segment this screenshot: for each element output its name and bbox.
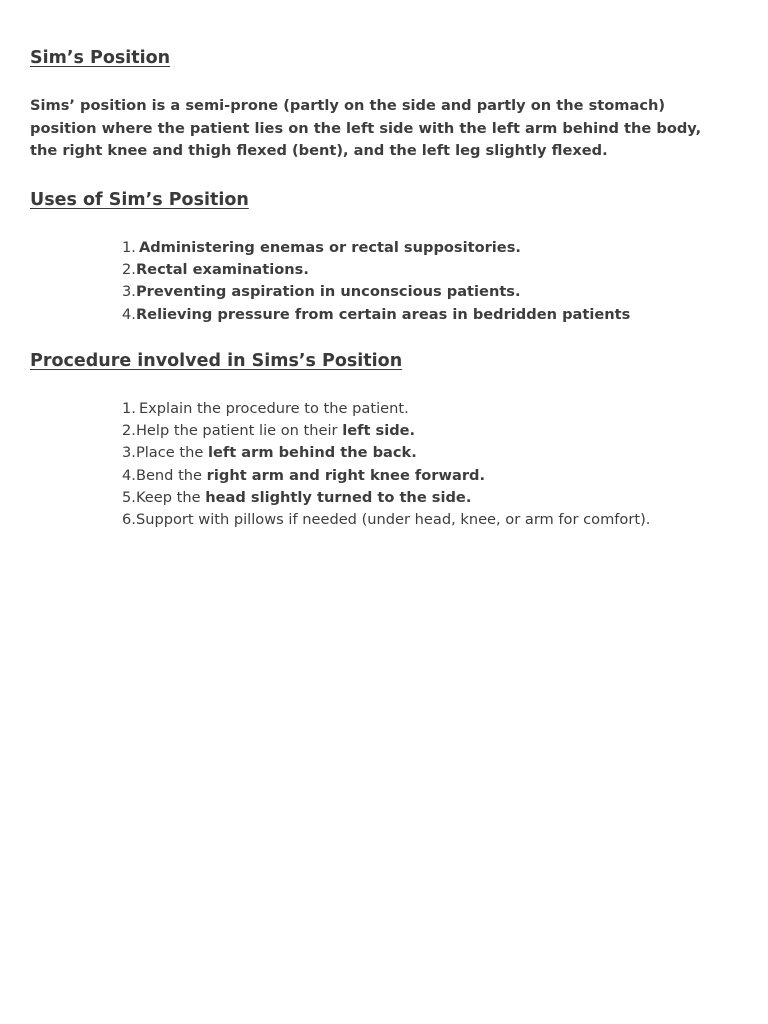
- list-item: [122, 259, 630, 281]
- list-item: [122, 237, 630, 259]
- list-item-number: 3.: [122, 283, 136, 301]
- list-item-emphasis: right arm and right knee forward.: [206, 466, 486, 484]
- list-item: [122, 487, 650, 509]
- procedure-heading: Procedure involved in Sims’s Position: [30, 351, 403, 371]
- list-item-emphasis: head slightly turned to the side.: [205, 488, 472, 506]
- list-item-number: 2.: [122, 261, 136, 279]
- list-item: [122, 420, 650, 442]
- list-item: [122, 465, 650, 487]
- list-item-text: Place the: [135, 444, 208, 462]
- list-item-number: 5.: [122, 488, 136, 506]
- list-item-emphasis: left side.: [342, 422, 416, 440]
- list-item-text: Support with pillows if needed (under head, knee, or arm for comfort).: [135, 511, 651, 529]
- list-item-number: 3.: [122, 444, 136, 462]
- list-item-text: Preventing aspiration in unconscious patients.: [135, 283, 521, 301]
- list-item-emphasis: left arm behind the back.: [207, 444, 417, 462]
- list-item-number: 1.: [122, 239, 136, 256]
- list-item: [122, 281, 630, 303]
- list-item-text: Rectal examinations.: [135, 261, 309, 279]
- description-paragraph: Sims’ position is a semi-prone (partly on the side and partly on the stomach) position where the patient lies on the left side with the left arm behind the body, the right knee and thigh flexed (bent), and the left leg slightly flexed.: [30, 97, 702, 159]
- list-item-text: Help the patient lie on their: [135, 422, 343, 440]
- list-item-text: Relieving pressure from certain areas in bedridden patients: [135, 305, 631, 323]
- list-item-number: 4.: [122, 466, 136, 484]
- page-title: Sim’s Position: [30, 48, 171, 68]
- procedure-list: [122, 398, 650, 531]
- list-item-number: 2.: [122, 422, 136, 440]
- list-item-text: Administering enemas or rectal suppositories.: [138, 239, 521, 256]
- list-item-text: Keep the: [135, 488, 206, 506]
- list-item: [122, 442, 650, 464]
- list-item: [122, 398, 650, 420]
- uses-heading: Uses of Sim’s Position: [30, 190, 249, 210]
- list-item: [122, 509, 650, 531]
- list-item-text: Explain the procedure to the patient.: [138, 400, 409, 417]
- list-item: [122, 304, 630, 326]
- list-item-number: 4.: [122, 305, 136, 323]
- uses-list: [122, 237, 630, 326]
- list-item-number: 6.: [122, 511, 136, 529]
- list-item-number: 1.: [122, 400, 136, 417]
- list-item-text: Bend the: [135, 466, 207, 484]
